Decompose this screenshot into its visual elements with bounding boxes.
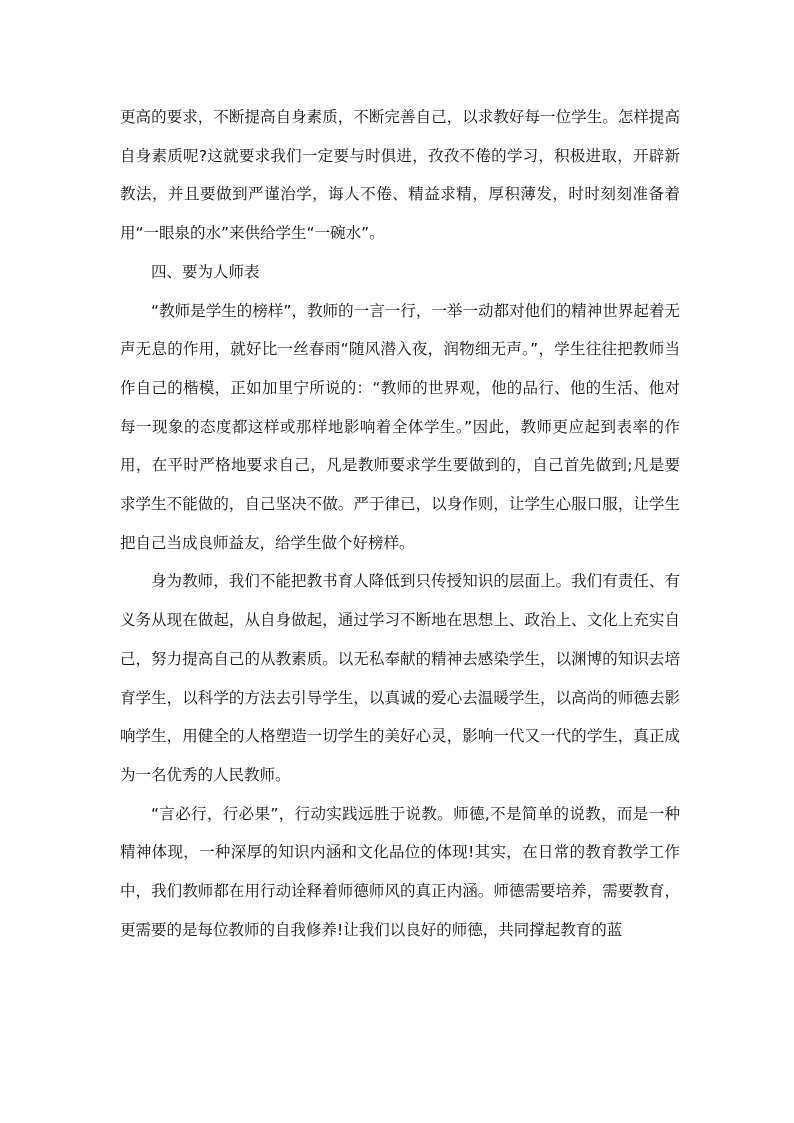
paragraph-3: 身为教师，我们不能把教书育人降低到只传授知识的层面上。我们有责任、有义务从现在做起，从自身做起，通过学习不断地在思想上、政治上、文化上充实自己，努力提高自己的从教素质。以无私奉献的精神去感染学生，以渊博的知识去培育学生，以科学的方法去引导学生，以真诚的爱心去温暖学生，以高尚的师德去影响学生，用健全的人格塑造一切学生的美好心灵，影响一代又一代的学生，真正成为一名优秀的人民教师。 bbox=[120, 572, 680, 784]
paragraph-4: “言必行，行必果”，行动实践远胜于说教。师德,不是简单的说教，而是一种精神体现，一种深厚的知识内涵和文化品位的体现!其实，在日常的教育教学工作中，我们教师都在用行动诠释着师德师风的真正内涵。师德需要培养，需要教育，更需要的是每位教师的自我修养!让我们以良好的师德，共同撑起教育的蓝 bbox=[120, 804, 680, 939]
paragraph-2: “教师是学生的榜样”，教师的一言一行，一举一动都对他们的精神世界起着无声无息的作用，就好比一丝春雨“随风潜入夜，润物细无声。”，学生往往把教师当作自己的楷模，正如加里宁所说的：“教师的世界观，他的品行、他的生活、他对每一现象的态度都这样或那样地影响着全体学生。”因此，教师更应起到表率的作用，在平时严格地要求自己，凡是教师要求学生要做到的，自己首先做到;凡是要求学生不能做的，自己坚决不做。严于律已，以身作则，让学生心服口服，让学生把自己当成良师益友，给学生做个好榜样。 bbox=[120, 301, 680, 552]
document-body bbox=[120, 98, 680, 949]
section-heading: 四、要为人师表 bbox=[151, 262, 260, 281]
paragraph-1: 更高的要求，不断提高自身素质，不断完善自己，以求教好每一位学生。怎样提高自身素质呢?这就要求我们一定要与时俱进，孜孜不倦的学习，积极进取，开辟新教法，并且要做到严谨治学，诲人不倦、精益求精，厚积薄发，时时刻刻准备着用“一眼泉的水”来供给学生“一碗水”。 bbox=[120, 108, 680, 243]
